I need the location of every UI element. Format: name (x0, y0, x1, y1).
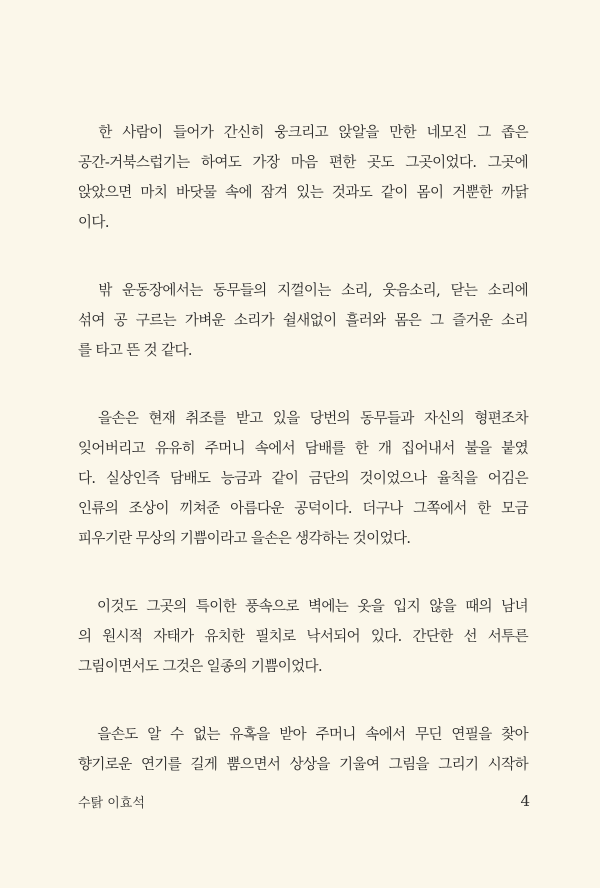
text-line: 공간-거북스럽기는 하여도 가장 마음 편한 곳도 그곳이었다. 그곳에 (78, 155, 528, 171)
text-line: 이다. (78, 215, 109, 231)
text-line: 피우기란 무상의 기쁨이라고 을손은 생각하는 것이었다. (78, 531, 411, 547)
paragraph (78, 592, 528, 682)
text-line: 잊어버리고 유유히 주머니 속에서 담배를 한 개 집어내서 불을 붙였 (78, 441, 528, 457)
text-line: 을손은 현재 취조를 받고 있을 당번의 동무들과 자신의 형편조차 (78, 411, 528, 427)
body-text (78, 118, 528, 818)
text-line: 의 원시적 자태가 유치한 필치로 낙서되어 있다. 간단한 선 서투른 (78, 629, 528, 645)
page-footer (78, 792, 530, 816)
paragraph (78, 404, 528, 554)
paragraph (78, 118, 528, 238)
text-line: 다. 실상인즉 담배도 능금과 같이 금단의 것이었으나 율칙을 어김은 (78, 471, 528, 487)
text-line: 이것도 그곳의 특이한 풍속으로 벽에는 옷을 입지 않을 때의 남녀 (78, 599, 528, 615)
text-line: 밖 운동장에서는 동무들의 지껄이는 소리, 웃음소리, 닫는 소리에 (78, 283, 528, 299)
text-line: 그림이면서도 그것은 일종의 기쁨이었다. (78, 659, 322, 675)
paragraph (78, 720, 528, 780)
text-line: 한 사람이 들어가 간신히 웅크리고 앉알을 만한 네모진 그 좁은 (78, 125, 528, 141)
text-line: 를 타고 뜬 것 같다. (78, 343, 192, 359)
footer-title-author: 수탉 이효석 (78, 796, 145, 811)
text-line: 섞여 공 구르는 가벼운 소리가 쉴새없이 흘러와 몸은 그 즐거운 소리 (78, 313, 528, 329)
text-line: 을손도 알 수 없는 유혹을 받아 주머니 속에서 무딘 연필을 찾아 (78, 727, 528, 743)
text-line: 향기로운 연기를 길게 뿜으면서 상상을 기울여 그림을 그리기 시작하 (78, 757, 528, 773)
text-line: 앉았으면 마치 바닷물 속에 잠겨 있는 것과도 같이 몸이 거뿐한 까닭 (78, 185, 528, 201)
paragraph (78, 276, 528, 366)
text-line: 인류의 조상이 끼쳐준 아름다운 공덕이다. 더구나 그쪽에서 한 모금 (78, 501, 528, 517)
page-number: 4 (520, 792, 530, 810)
